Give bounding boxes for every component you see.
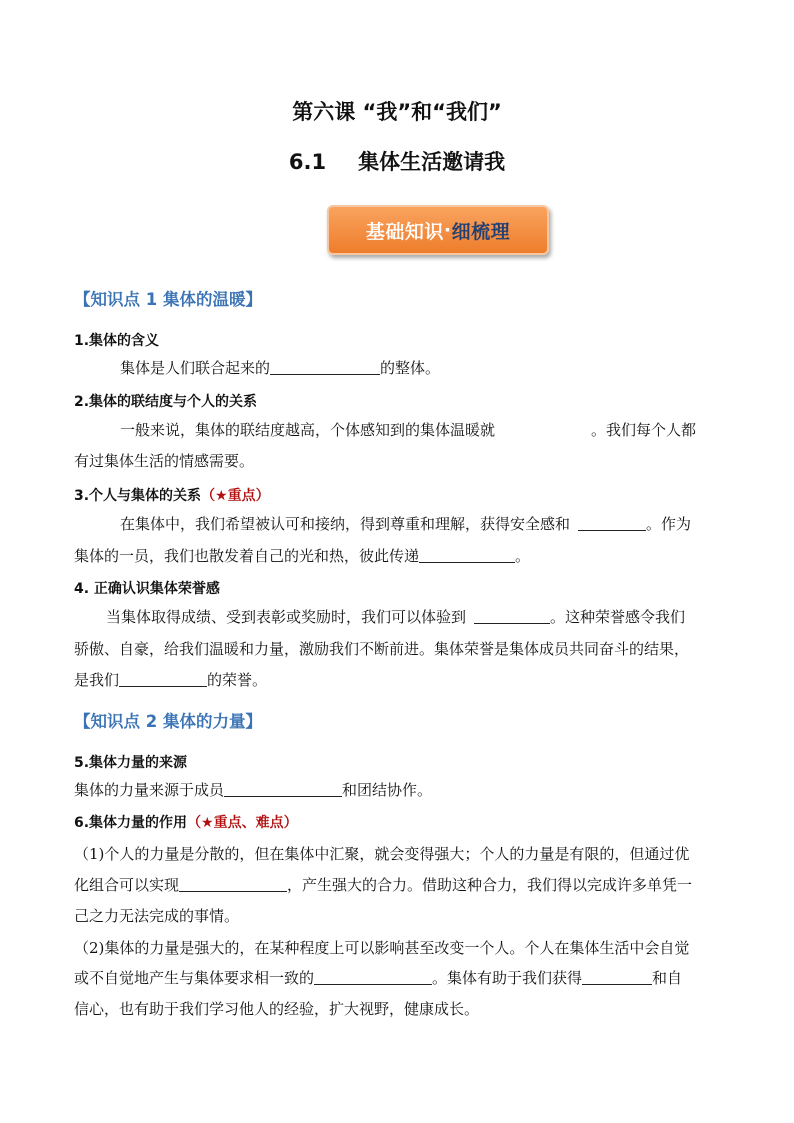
section-title-text: 集体生活邀请我 <box>358 150 506 174</box>
item2-line1-b: 。我们每个人都 <box>591 421 697 439</box>
item4-line3 <box>74 670 267 690</box>
item6-p1-line1: （1)个人的力量是分散的，但在集体中汇聚，就会变得强大；个人的力量是有限的，但通过优 <box>74 845 690 863</box>
item3-line1 <box>120 514 691 534</box>
fill-blank[interactable] <box>314 968 432 985</box>
item5-text-b: 和团结协作。 <box>342 781 433 799</box>
item2-heading: 2.集体的联结度与个人的关系 <box>74 394 258 410</box>
item4-line1 <box>106 607 685 627</box>
item1-text-a: 集体是人们联合起来的 <box>120 359 271 377</box>
item5-text <box>74 780 432 800</box>
item6-p2-line2-a: 或不自觉地产生与集体要求相一致的 <box>74 969 315 987</box>
item6-p2-line2-c: 和自 <box>652 969 683 987</box>
fill-blank[interactable] <box>179 875 287 892</box>
item4-line2: 骄傲、自豪，给我们温暖和力量，激励我们不断前进。集体荣誉是集体成员共同奋斗的结果， <box>74 640 690 658</box>
item6-p2-line2 <box>74 968 682 988</box>
fill-blank[interactable] <box>419 546 515 563</box>
fill-blank[interactable] <box>582 968 652 985</box>
item6-heading-text: 6.集体力量的作用 <box>74 815 188 831</box>
section-number: 6.1 <box>288 150 327 174</box>
item3-heading-text: 3.个人与集体的关系 <box>74 488 202 504</box>
fill-blank[interactable] <box>578 514 646 531</box>
item3-line1-a: 在集体中，我们希望被认可和接纳，得到尊重和理解，获得安全感和 <box>120 515 571 533</box>
item5-heading: 5.集体力量的来源 <box>74 755 188 771</box>
item6-p2-line1: （2)集体的力量是强大的，在某种程度上可以影响甚至改变一个人。个人在集体生活中会自觉 <box>74 939 690 957</box>
item3-line1-b: 。作为 <box>646 515 692 533</box>
item3-line2-a: 集体的一员，我们也散发着自己的光和热，彼此传递 <box>74 547 420 565</box>
badge-dot: · <box>443 219 452 241</box>
key-point-note: （★重点、难点） <box>187 815 298 831</box>
fill-blank[interactable] <box>224 780 342 797</box>
item4-heading: 4. 正确认识集体荣誉感 <box>74 581 220 597</box>
item6-p1-line2-b: ，产生强大的合力。借助这种合力，我们得以完成许多单凭一 <box>287 876 693 894</box>
item2-line1 <box>120 420 696 440</box>
item1-text <box>120 358 440 378</box>
fill-blank[interactable] <box>270 358 380 375</box>
basic-knowledge-badge <box>327 205 549 255</box>
item6-p1-line2 <box>74 875 692 895</box>
section-title <box>0 146 794 176</box>
fill-blank[interactable] <box>474 607 550 624</box>
knowledge-point-1-title: 【知识点 1 集体的温暖】 <box>74 290 262 309</box>
item6-p1-line3: 己之力无法完成的事情。 <box>74 907 240 925</box>
item4-line1-b: 。这种荣誉感令我们 <box>550 608 686 626</box>
fill-blank[interactable] <box>119 670 207 687</box>
badge-part2: 细梳理 <box>451 220 511 243</box>
item3-line2-b: 。 <box>515 547 531 565</box>
lesson-title: 第六课 “我”和“我们” <box>292 100 502 124</box>
item3-heading <box>74 485 270 505</box>
item4-line3-b: 的荣誉。 <box>207 671 268 689</box>
item2-line2: 有过集体生活的情感需要。 <box>74 452 255 470</box>
item6-heading <box>74 812 298 832</box>
knowledge-point-2-title: 【知识点 2 集体的力量】 <box>74 712 262 731</box>
item2-line1-a: 一般来说，集体的联结度越高，个体感知到的集体温暖就 <box>120 421 496 439</box>
item3-line2 <box>74 546 530 566</box>
item4-line3-a: 是我们 <box>74 671 120 689</box>
badge-part1: 基础知识 <box>365 220 444 243</box>
key-point-note: （★重点） <box>201 488 270 504</box>
item5-text-a: 集体的力量来源于成员 <box>74 781 225 799</box>
item6-p2-line2-b: 。集体有助于我们获得 <box>432 969 583 987</box>
item6-p1-line2-a: 化组合可以实现 <box>74 876 180 894</box>
item4-line1-a: 当集体取得成绩、受到表彰或奖励时，我们可以体验到 <box>106 608 467 626</box>
item1-heading: 1.集体的含义 <box>74 333 160 349</box>
item1-text-b: 的整体。 <box>380 359 441 377</box>
item6-p2-line3: 信心，也有助于我们学习他人的经验，扩大视野，健康成长。 <box>74 1000 480 1018</box>
